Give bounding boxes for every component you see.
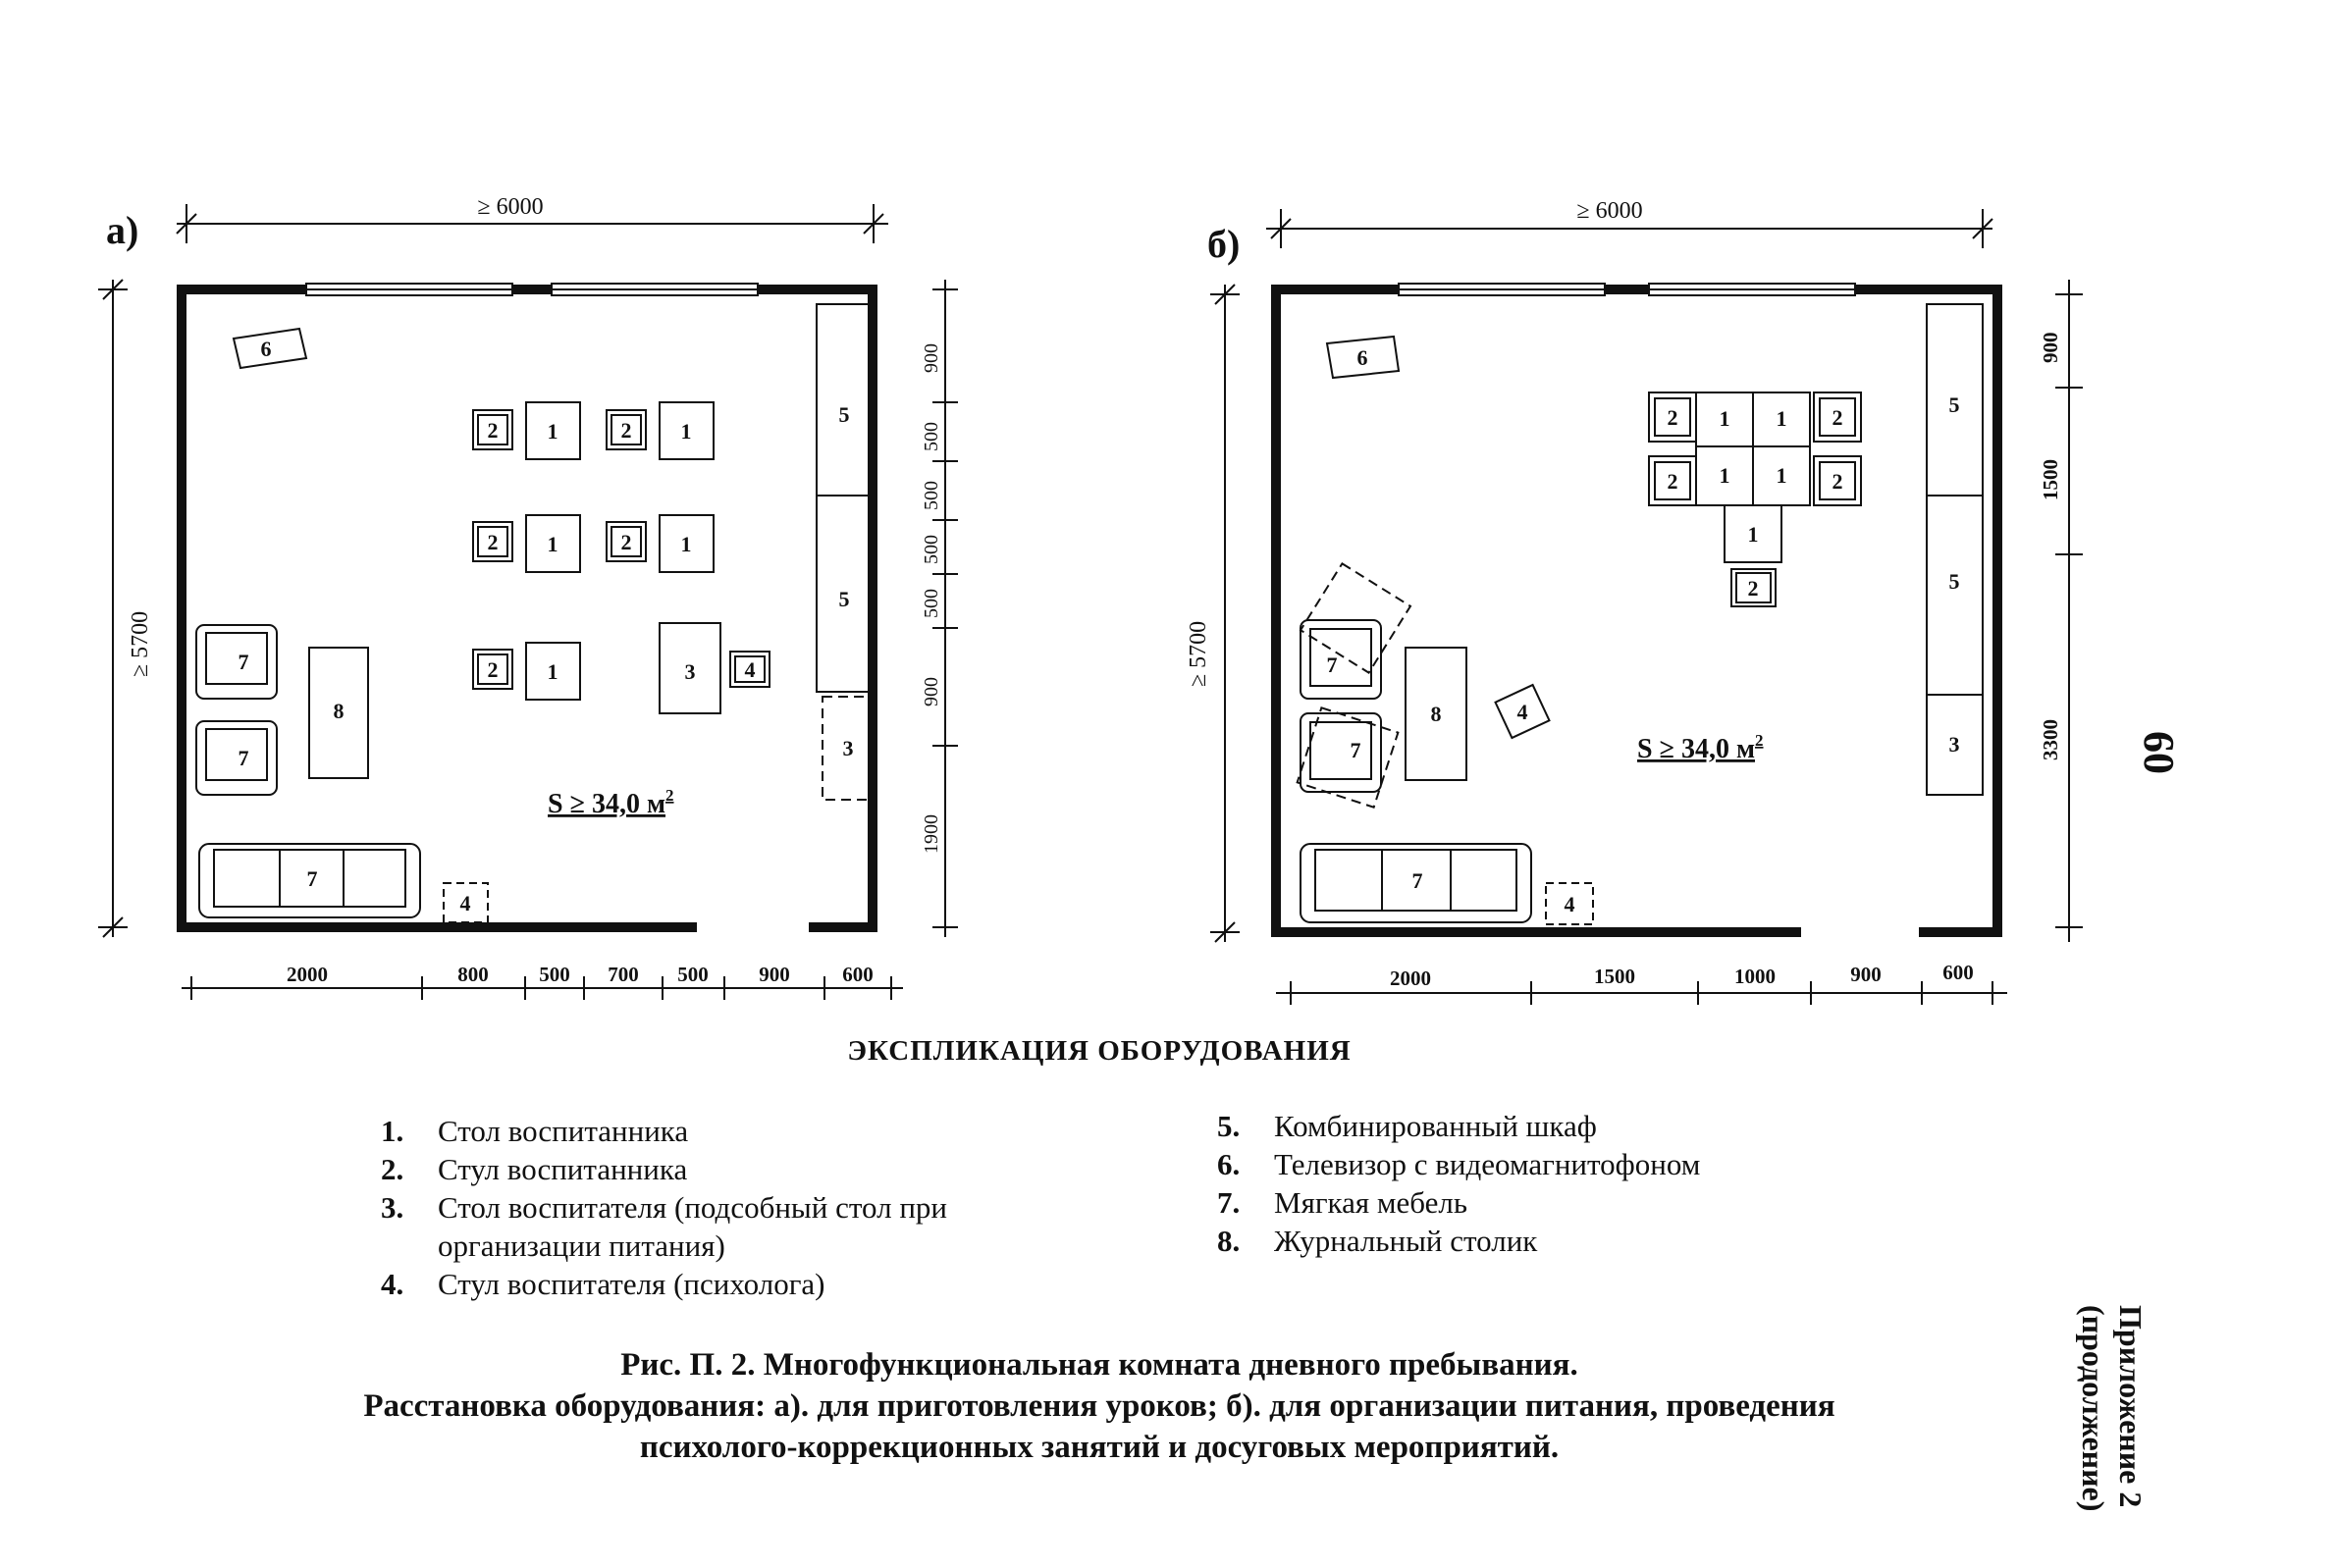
plan-a-tv-label: 6	[260, 337, 272, 361]
plan-a-bdim-5: 500	[677, 963, 709, 986]
plan-b-chair-label: 2	[1832, 405, 1843, 430]
plan-b-rdim-3: 3300	[2039, 719, 2062, 760]
plan-a-rdim-4: 500	[921, 535, 942, 564]
plan-a-desk-label: 1	[680, 532, 692, 556]
legend-right	[1217, 1107, 1904, 1260]
explication-heading: ЭКСПЛИКАЦИЯ ОБОРУДОВАНИЯ	[847, 1035, 1352, 1067]
plan-a-chair-label: 2	[620, 530, 632, 554]
figure-caption	[0, 1344, 2199, 1468]
plan-a-bdim-2: 800	[457, 963, 489, 986]
plan-b-wall-right	[1992, 285, 2002, 937]
plan-a	[98, 194, 958, 1000]
plan-a-wall-top	[177, 285, 877, 294]
plan-b-bdim-5: 600	[1942, 961, 1974, 984]
plan-b-sofa-label: 7	[1411, 868, 1423, 893]
plan-a-desk-label: 1	[547, 532, 558, 556]
plan-b-rdim-2: 1500	[2039, 459, 2062, 500]
plan-b-bdim-3: 1000	[1734, 965, 1776, 988]
plan-a-wall-left	[177, 285, 186, 932]
plan-a-width-dim: ≥ 6000	[477, 194, 544, 220]
plan-b-wall-left	[1271, 285, 1281, 937]
legend-item: 6. Телевизор с видеомагнитофоном	[1217, 1147, 1701, 1181]
plan-b-cabinet-2	[1927, 496, 1983, 695]
plan-b-armchair-2-label: 7	[1350, 738, 1361, 762]
plan-a-desk-label: 1	[680, 419, 692, 444]
plan-a-rdim-2: 500	[921, 422, 942, 451]
plan-a-armchair-2	[196, 721, 277, 795]
plan-a-cabinet-1	[817, 304, 872, 496]
legend-left	[381, 1112, 1068, 1303]
plan-a-rdim-1: 900	[921, 343, 942, 373]
plan-b-tv-label: 6	[1356, 345, 1368, 370]
plan-b-desk-label: 1	[1776, 406, 1787, 431]
page-number: 60	[2135, 731, 2183, 774]
plan-b-coffee-table-label: 8	[1430, 702, 1442, 726]
plan-a-bdim-7: 600	[842, 963, 874, 986]
plan-a-chair-label: 2	[487, 418, 499, 443]
plan-b-desk-label: 1	[1747, 522, 1759, 547]
plan-a-chair-label: 2	[487, 530, 499, 554]
legend-item: 4. Стул воспитателя (психолога)	[381, 1267, 825, 1301]
legend-item: 2. Стул воспитанника	[381, 1152, 688, 1186]
plan-a-rdim-7: 1900	[921, 814, 942, 854]
legend-item: 3. Стол воспитателя (подсобный стол при	[381, 1190, 947, 1225]
legend-item: 1. Стол воспитанника	[381, 1114, 689, 1148]
plan-b-width-dim: ≥ 6000	[1576, 198, 1643, 224]
plan-b-chair-label: 2	[1667, 405, 1678, 430]
plan-a-rdim-6: 900	[921, 677, 942, 706]
legend-item: 5. Комбинированный шкаф	[1217, 1109, 1597, 1143]
plan-a-armchair-1-label: 7	[238, 650, 249, 674]
plan-b-height-dim: ≥ 5700	[1186, 620, 1211, 687]
plan-a-rdim-3: 500	[921, 481, 942, 510]
plan-b	[1186, 198, 2083, 1005]
plan-b-desk-label: 1	[1776, 463, 1787, 488]
plan-b-bdim-1: 2000	[1390, 967, 1431, 990]
legend-item: организации питания)	[438, 1228, 725, 1263]
plan-a-psych-chair-label: 4	[459, 891, 471, 915]
plan-a-wall-bottom-right	[809, 922, 877, 932]
plan-a-bdim-6: 900	[759, 963, 790, 986]
plan-a-cabinet-1-label: 5	[838, 402, 850, 427]
appendix-note-line-1: Приложение 2	[2113, 1305, 2149, 1508]
plan-b-label: б)	[1207, 222, 1241, 266]
plan-b-rdim-1: 900	[2039, 332, 2062, 363]
plan-b-desk-label: 1	[1719, 406, 1730, 431]
plan-b-cabinet-2-label: 5	[1948, 569, 1960, 594]
plan-b-wall-bottom-right	[1919, 927, 2002, 937]
plan-a-armchair-2-label: 7	[238, 746, 249, 770]
plan-a-teacher-chair-label: 4	[744, 657, 756, 682]
plan-b-psych-chair-label: 4	[1516, 700, 1528, 724]
plan-b-chair-label: 2	[1747, 576, 1759, 601]
plan-b-bdim-4: 900	[1850, 963, 1882, 986]
caption-line-3: психолого-коррекционных занятий и досуговых мероприятий.	[639, 1430, 1560, 1465]
plan-a-label: а)	[106, 208, 139, 252]
plan-a-height-dim: ≥ 5700	[128, 610, 153, 677]
plan-b-chair-label: 2	[1832, 469, 1843, 494]
plan-a-cabinet-2-label: 5	[838, 587, 850, 611]
plan-b-area: S ≥ 34,0 $м^2$	[1637, 731, 1764, 764]
plan-b-desk-label: 1	[1719, 463, 1730, 488]
plan-a-rdim-5: 500	[921, 589, 942, 618]
plan-b-armchair-1-label: 7	[1326, 653, 1338, 677]
plan-a-bdim-4: 700	[608, 963, 639, 986]
plan-a-chair-label: 2	[487, 657, 499, 682]
plan-a-sofa-label: 7	[306, 866, 318, 891]
plan-a-aux-table-label: 3	[842, 736, 854, 760]
plan-b-wall-bottom-left	[1271, 927, 1801, 937]
plan-a-bdim-1: 2000	[287, 963, 328, 986]
appendix-note-line-2: (продолжение)	[2076, 1305, 2111, 1512]
caption-line-2: Расстановка оборудования: а). для приготовления уроков; б). для организации питания, проведения	[363, 1388, 1835, 1424]
plan-b-teacher-chair-label: 4	[1564, 892, 1575, 916]
legend-item: 8. Журнальный столик	[1217, 1224, 1538, 1258]
plan-a-coffee-table-label: 8	[333, 699, 345, 723]
plan-b-cabinet-1-label: 5	[1948, 392, 1960, 417]
caption-line-1: Рис. П. 2. Многофункциональная комната дневного пребывания.	[620, 1347, 1578, 1383]
plan-a-desk-group	[473, 402, 714, 700]
plan-a-desk-label: 1	[547, 419, 558, 444]
plan-a-bdim-3: 500	[539, 963, 570, 986]
plan-b-teacher-desk-label: 3	[1948, 732, 1960, 757]
plan-a-wall-bottom-left	[177, 922, 697, 932]
plan-a-armchair-1	[196, 625, 277, 699]
plan-b-bdim-2: 1500	[1594, 965, 1635, 988]
plan-a-chair-label: 2	[620, 418, 632, 443]
plan-a-teacher-desk-label: 3	[684, 659, 696, 684]
plan-b-armchair-1-alt	[1301, 563, 1410, 672]
plan-b-wall-top	[1271, 285, 2002, 294]
plan-a-desk-label: 1	[547, 659, 558, 684]
appendix-note	[2075, 1305, 2150, 1560]
plan-a-area: S ≥ 34,0 $м^2$	[548, 786, 674, 819]
plan-b-dining-cluster	[1649, 392, 1861, 606]
plan-b-chair-label: 2	[1667, 469, 1678, 494]
legend-item: 7. Мягкая мебель	[1217, 1185, 1468, 1220]
